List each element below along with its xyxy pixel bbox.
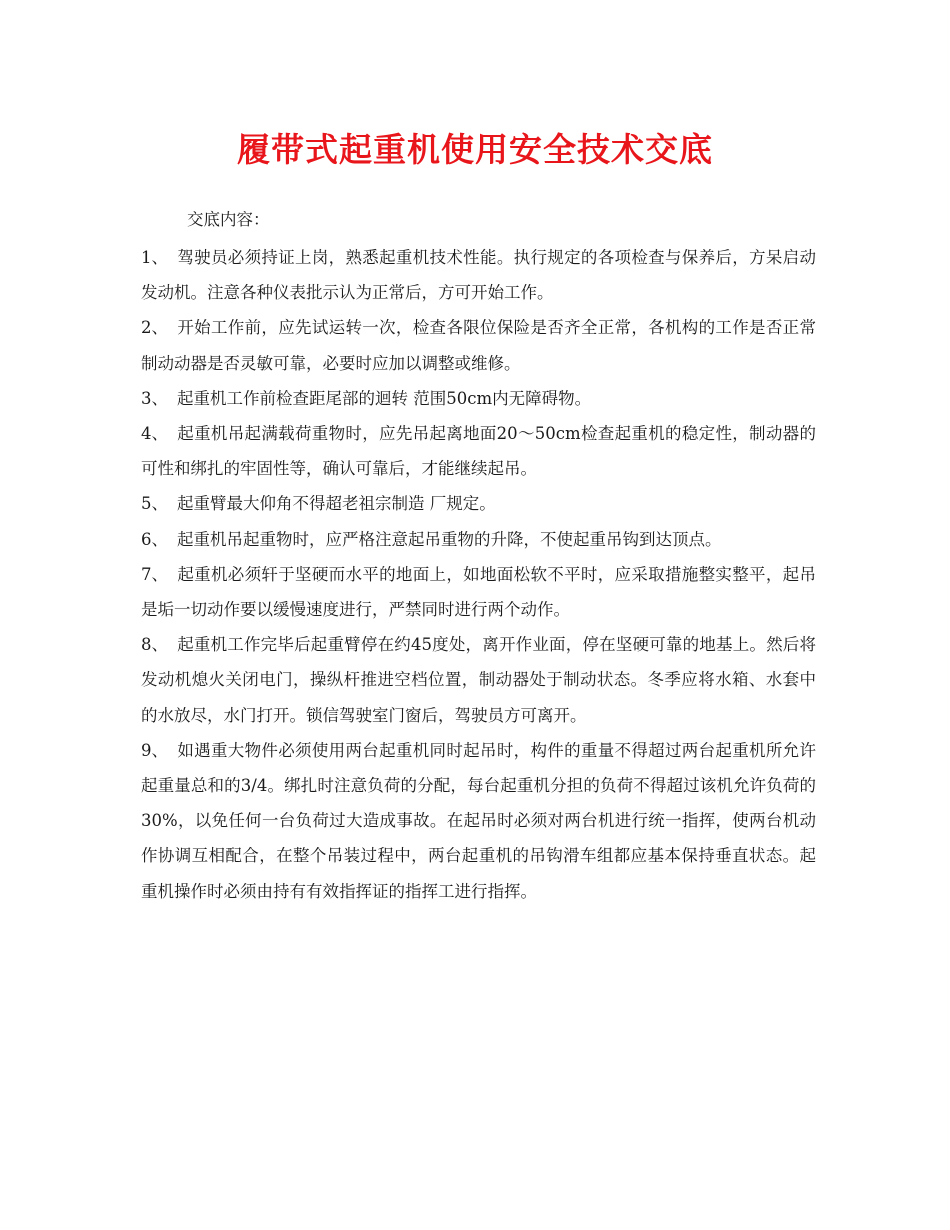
- item-number: 8、: [141, 635, 168, 655]
- item-text: 如遇重大物件必须使用两台起重机同时起吊时，构件的重量不得超过两台起重机所允许起重量总和的3/4。绑扎时注意负荷的分配，每台起重机分担的负荷不得超过该机允许负荷的30%，以免任何一台负荷过大造成事故。在起吊时必须对两台机进行统一指挥，使两台机动作协调互相配合，在整个吊装过程中，两台起重机的吊钩滑车组都应基本保持垂直状态。起重机操作时必须由持有有效指挥证的指挥工进行指挥。: [141, 740, 816, 901]
- document-title: 履带式起重机使用安全技术交底: [237, 130, 713, 169]
- item-text: 起重机吊起重物时，应严格注意起吊重物的升降，不使起重吊钩到达顶点。: [177, 529, 722, 549]
- list-item: [141, 733, 816, 909]
- item-text: 起重机工作前检查距尾部的迴转 范围50cm内无障碍物。: [177, 388, 592, 408]
- item-text: 起重臂最大仰角不得超老祖宗制造 厂规定。: [177, 494, 496, 514]
- briefing-list: [141, 240, 816, 909]
- list-item: [141, 381, 816, 416]
- item-number: 7、: [141, 564, 168, 584]
- list-item: [141, 522, 816, 557]
- intro-label: 交底内容：: [187, 210, 270, 229]
- item-number: 6、: [141, 529, 168, 549]
- item-text: 起重机吊起满载荷重物时，应先吊起离地面20～50cm检查起重机的稳定性，制动器的可性和绑扎的牢固性等，确认可靠后，才能继续起吊。: [141, 424, 816, 479]
- list-item: [141, 310, 816, 380]
- list-item: [141, 416, 816, 486]
- item-number: 5、: [141, 494, 168, 514]
- item-number: 1、: [141, 248, 168, 267]
- item-number: 4、: [141, 424, 168, 444]
- list-item: [141, 486, 816, 521]
- item-text: 起重机必须轩于坚硬而水平的地面上，如地面松软不平时，应采取措施整实整平，起吊是垢一切动作要以缓慢速度进行，严禁同时进行两个动作。: [141, 564, 816, 620]
- item-text: 起重机工作完毕后起重臂停在约45度处，离开作业面，停在坚硬可靠的地基上。然后将发动机熄火关闭电门，操纵杆推进空档位置，制动器处于制动状态。冬季应将水箱、水套中的水放尽，水门打开。锁信驾驶室门窗后，驾驶员方可离开。: [141, 635, 816, 725]
- item-text: 开始工作前，应先试运转一次，检查各限位保险是否齐全正常，各机构的工作是否正常制动动器是否灵敏可靠，必要时应加以调整或维修。: [141, 318, 816, 373]
- list-item: [141, 557, 816, 627]
- list-item: [141, 240, 816, 310]
- item-text: 驾驶员必须持证上岗，熟悉起重机技术性能。执行规定的各项检查与保养后，方呆启动发动机。注意各种仪表批示认为正常后，方可开始工作。: [141, 248, 816, 303]
- item-number: 3、: [141, 388, 168, 408]
- item-number: 2、: [141, 318, 168, 338]
- list-item: [141, 627, 816, 733]
- item-number: 9、: [141, 740, 168, 760]
